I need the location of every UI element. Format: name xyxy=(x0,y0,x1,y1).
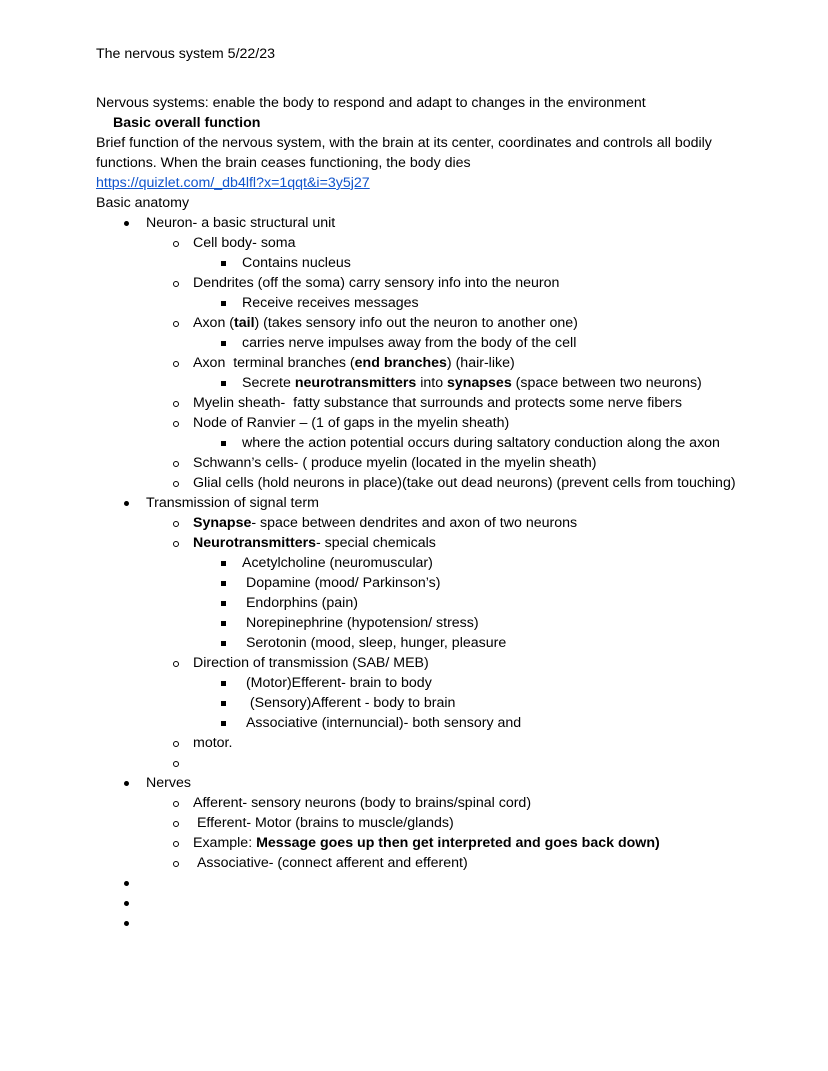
list-item-label: Acetylcholine (neuromuscular) xyxy=(242,555,433,571)
list-item-cell-body xyxy=(96,233,738,253)
disc-bullet-icon xyxy=(124,781,129,786)
square-bullet-icon xyxy=(221,301,226,306)
list-item-label: Norepinephrine (hypotension/ stress) xyxy=(242,615,479,631)
list-item-row xyxy=(96,613,738,633)
list-item-row xyxy=(96,753,738,773)
list-item-afferent xyxy=(96,793,738,813)
circle-bullet-icon xyxy=(173,541,179,547)
circle-bullet-icon xyxy=(173,401,179,407)
list-item-row xyxy=(96,333,738,353)
outline-list xyxy=(96,213,738,933)
list-item-empty-2 xyxy=(96,893,738,913)
document-body xyxy=(96,44,738,933)
circle-bullet-icon xyxy=(173,741,179,747)
list-item-row xyxy=(96,793,738,813)
list-item-label: Schwann’s cells- ( produce myelin (located in the myelin sheath) xyxy=(193,455,597,471)
square-bullet-icon xyxy=(221,681,226,686)
list-item-row xyxy=(96,213,738,233)
list-item-row xyxy=(96,373,738,393)
list-item-label xyxy=(96,873,738,893)
square-bullet-icon xyxy=(221,341,226,346)
list-item-label: Synapse- space between dendrites and axon of two neurons xyxy=(193,515,578,531)
circle-bullet-icon xyxy=(173,321,179,327)
list-item-contains-nucleus xyxy=(96,253,738,273)
list-item-label xyxy=(96,913,738,933)
square-bullet-icon xyxy=(221,381,226,386)
list-item-label: Secrete neurotransmitters into synapses (space between two neurons) xyxy=(242,375,702,391)
list-item-row xyxy=(96,393,738,413)
list-item-label: Node of Ranvier – (1 of gaps in the myelin sheath) xyxy=(193,415,510,431)
list-item-secrete-neurotransmitters xyxy=(96,373,738,393)
square-bullet-icon xyxy=(221,441,226,446)
list-item-nerves xyxy=(96,773,738,793)
list-item-synapse xyxy=(96,513,738,533)
square-bullet-icon xyxy=(221,261,226,266)
list-item-myelin-sheath xyxy=(96,393,738,413)
list-item-row xyxy=(96,833,738,853)
list-item-row xyxy=(96,273,738,293)
quizlet-link[interactable]: https://quizlet.com/_db4lfl?x=1qqt&i=3y5j27 xyxy=(96,175,370,191)
list-item-label xyxy=(96,893,738,913)
list-item-row xyxy=(96,513,738,533)
list-item-label: Example: Message goes up then get interpreted and goes back down) xyxy=(193,835,660,851)
list-item-row xyxy=(96,853,738,873)
circle-bullet-icon xyxy=(173,241,179,247)
circle-bullet-icon xyxy=(173,481,179,487)
list-item-efferent xyxy=(96,813,738,833)
heading-basic-anatomy: Basic anatomy xyxy=(96,195,190,211)
list-item-acetylcholine xyxy=(96,553,738,573)
list-item-row xyxy=(96,813,738,833)
list-item-row xyxy=(96,573,738,593)
list-item-node-of-ranvier xyxy=(96,413,738,433)
list-item-associative-internuncial xyxy=(96,713,738,733)
list-item-label: where the action potential occurs during saltatory conduction along the axon xyxy=(242,435,720,451)
circle-bullet-icon xyxy=(173,521,179,527)
circle-bullet-icon xyxy=(173,661,179,667)
list-item-label: (Motor)Efferent- brain to body xyxy=(242,675,432,691)
list-item-label: motor. xyxy=(193,735,233,751)
blank-line-1 xyxy=(96,64,738,84)
list-item-label: Neurotransmitters- special chemicals xyxy=(193,535,436,551)
disc-bullet-icon xyxy=(124,921,129,926)
list-item-label: Cell body- soma xyxy=(193,235,296,251)
list-item-row xyxy=(96,453,738,473)
list-item-label: Dendrites (off the soma) carry sensory info into the neuron xyxy=(193,275,560,291)
list-item-row xyxy=(96,773,738,793)
document-title: The nervous system 5/22/23 xyxy=(96,46,276,62)
list-item-row xyxy=(96,593,738,613)
list-item-label: Associative- (connect afferent and efferent) xyxy=(193,855,468,871)
square-bullet-icon xyxy=(221,601,226,606)
circle-bullet-icon xyxy=(173,361,179,367)
list-item-row xyxy=(96,893,738,913)
circle-bullet-icon xyxy=(173,801,179,807)
list-item-row xyxy=(96,353,738,373)
list-item-row xyxy=(96,713,738,733)
list-item-neurotransmitters xyxy=(96,533,738,553)
list-item-axon-impulses xyxy=(96,333,738,353)
square-bullet-icon xyxy=(221,621,226,626)
list-item-serotonin xyxy=(96,633,738,653)
circle-bullet-icon xyxy=(173,421,179,427)
list-item-label: Axon terminal branches (end branches) (hair-like) xyxy=(193,355,515,371)
list-item-label: Serotonin (mood, sleep, hunger, pleasure xyxy=(242,635,507,651)
list-item-label: Endorphins (pain) xyxy=(242,595,358,611)
list-item-row xyxy=(96,733,738,753)
list-item-label: Associative (internuncial)- both sensory and xyxy=(242,715,522,731)
list-item-row xyxy=(96,433,738,453)
list-item-dopamine xyxy=(96,573,738,593)
list-item-action-potential xyxy=(96,433,738,453)
list-item-label: Nerves xyxy=(146,775,191,791)
list-item-row xyxy=(96,693,738,713)
list-item-row xyxy=(96,913,738,933)
list-item-label xyxy=(96,753,738,773)
list-item-empty-1 xyxy=(96,873,738,893)
brief-function-paragraph: Brief function of the nervous system, with the brain at its center, coordinates and controls all bodily functions. When the brain ceases functioning, the body dies xyxy=(96,135,716,171)
list-item-empty-level2 xyxy=(96,753,738,773)
circle-bullet-icon xyxy=(173,841,179,847)
disc-bullet-icon xyxy=(124,501,129,506)
list-item-row xyxy=(96,233,738,253)
list-item-row xyxy=(96,873,738,893)
list-item-associative-connect xyxy=(96,853,738,873)
list-item-glial-cells xyxy=(96,473,738,493)
list-item-row xyxy=(96,533,738,553)
list-item-row xyxy=(96,313,738,333)
circle-bullet-icon xyxy=(173,281,179,287)
list-item-label: carries nerve impulses away from the body of the cell xyxy=(242,335,577,351)
square-bullet-icon xyxy=(221,641,226,646)
list-item-row xyxy=(96,553,738,573)
list-item-row xyxy=(96,473,738,493)
list-item-label: Afferent- sensory neurons (body to brains/spinal cord) xyxy=(193,795,532,811)
intro-paragraph: Nervous systems: enable the body to respond and adapt to changes in the environment xyxy=(96,95,646,111)
list-item-direction-of-transmission xyxy=(96,653,738,673)
list-item-row xyxy=(96,653,738,673)
disc-bullet-icon xyxy=(124,881,129,886)
list-item-neuron xyxy=(96,213,738,233)
list-item-norepinephrine xyxy=(96,613,738,633)
section-heading-basic-overall-function: Basic overall function xyxy=(113,115,261,131)
list-item-row xyxy=(96,633,738,653)
disc-bullet-icon xyxy=(124,901,129,906)
blank-line-2 xyxy=(96,84,738,93)
list-item-label: Glial cells (hold neurons in place)(take out dead neurons) (prevent cells from touching) xyxy=(193,475,736,491)
list-item-row xyxy=(96,413,738,433)
circle-bullet-icon xyxy=(173,761,179,767)
list-item-label: Efferent- Motor (brains to muscle/glands) xyxy=(193,815,454,831)
list-item-sensory-afferent xyxy=(96,693,738,713)
list-item-label: Neuron- a basic structural unit xyxy=(146,215,336,231)
list-item-row xyxy=(96,493,738,513)
list-item-label: Dopamine (mood/ Parkinson’s) xyxy=(242,575,441,591)
list-item-axon-terminal-branches xyxy=(96,353,738,373)
list-item-transmission-of-signal-term xyxy=(96,493,738,513)
list-item-label: Contains nucleus xyxy=(242,255,351,271)
circle-bullet-icon xyxy=(173,861,179,867)
list-item-label: Myelin sheath- fatty substance that surrounds and protects some nerve fibers xyxy=(193,395,682,411)
list-item-row xyxy=(96,293,738,313)
list-item-dendrites xyxy=(96,273,738,293)
square-bullet-icon xyxy=(221,721,226,726)
square-bullet-icon xyxy=(221,561,226,566)
list-item-label: Transmission of signal term xyxy=(146,495,319,511)
square-bullet-icon xyxy=(221,701,226,706)
list-item-row xyxy=(96,253,738,273)
square-bullet-icon xyxy=(221,581,226,586)
list-item-endorphins xyxy=(96,593,738,613)
list-item-label: Receive receives messages xyxy=(242,295,419,311)
quizlet-link-paragraph xyxy=(96,173,738,193)
list-item-label: Direction of transmission (SAB/ MEB) xyxy=(193,655,429,671)
list-item-motor xyxy=(96,733,738,753)
list-item-label: Axon (tail) (takes sensory info out the neuron to another one) xyxy=(193,315,578,331)
list-item-receive-messages xyxy=(96,293,738,313)
list-item-schwanns-cells xyxy=(96,453,738,473)
circle-bullet-icon xyxy=(173,821,179,827)
disc-bullet-icon xyxy=(124,221,129,226)
list-item-example-message xyxy=(96,833,738,853)
circle-bullet-icon xyxy=(173,461,179,467)
list-item-axon xyxy=(96,313,738,333)
list-item-motor-efferent xyxy=(96,673,738,693)
list-item-label: (Sensory)Afferent - body to brain xyxy=(242,695,456,711)
list-item-row xyxy=(96,673,738,693)
list-item-empty-3 xyxy=(96,913,738,933)
